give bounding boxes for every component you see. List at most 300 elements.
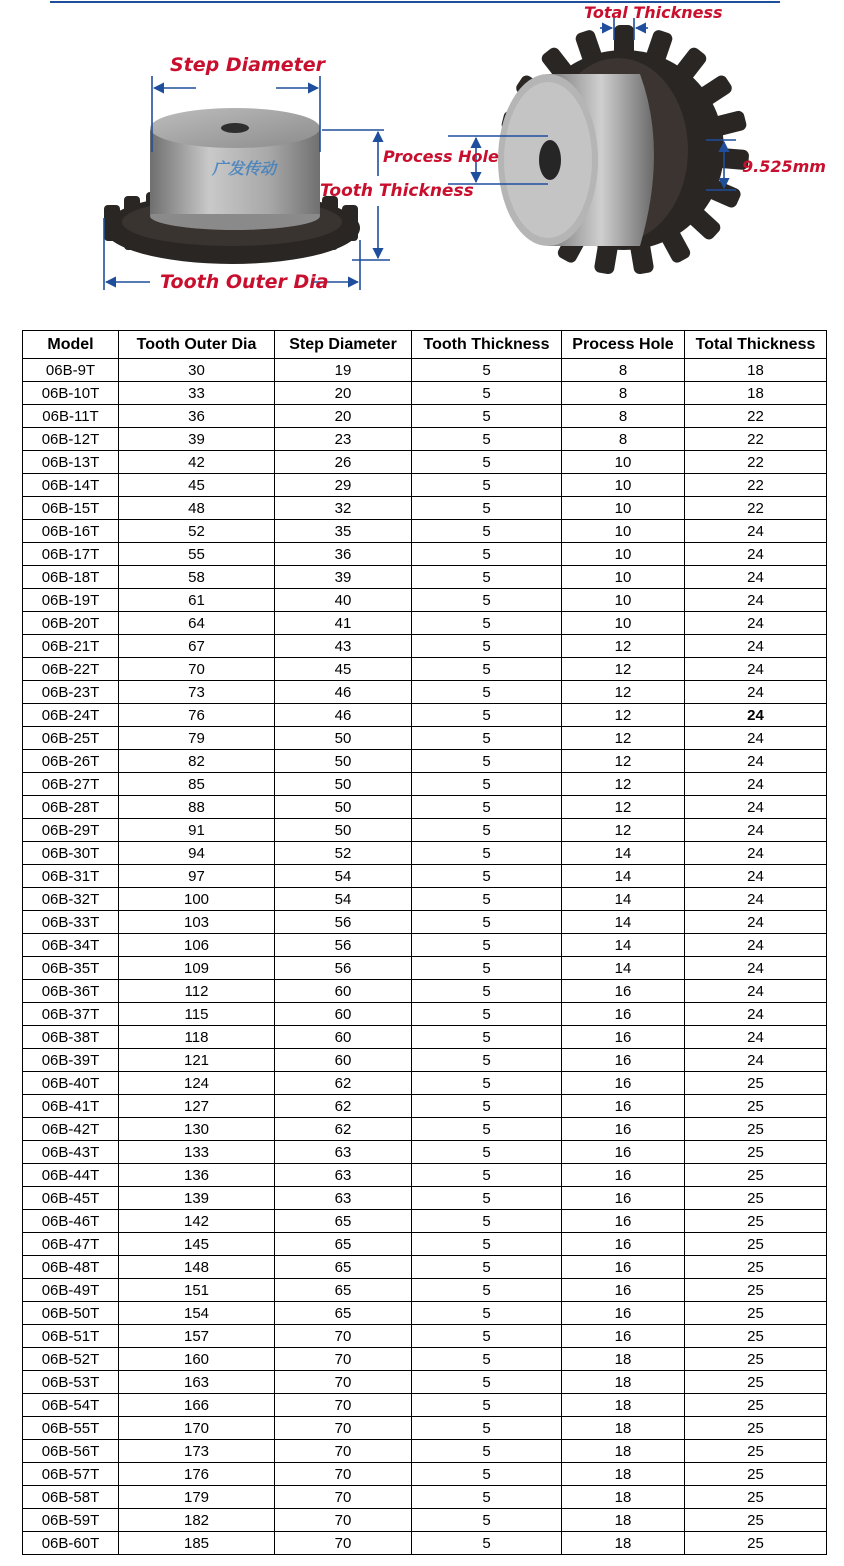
cell-tooth-outer-dia: 91 (119, 819, 275, 842)
table-row (23, 566, 827, 589)
cell-tooth-outer-dia: 124 (119, 1072, 275, 1095)
cell-step-diameter: 40 (275, 589, 412, 612)
cell-tooth-thickness: 5 (412, 451, 562, 474)
cell-tooth-outer-dia: 100 (119, 888, 275, 911)
cell-model: 06B-49T (23, 1279, 119, 1302)
cell-process-hole: 18 (562, 1509, 685, 1532)
cell-total-thickness: 25 (685, 1440, 827, 1463)
cell-tooth-outer-dia: 166 (119, 1394, 275, 1417)
cell-step-diameter: 70 (275, 1348, 412, 1371)
cell-total-thickness: 24 (685, 819, 827, 842)
table-row (23, 428, 827, 451)
cell-total-thickness: 24 (685, 911, 827, 934)
table-row (23, 911, 827, 934)
cell-model: 06B-17T (23, 543, 119, 566)
cell-process-hole: 18 (562, 1463, 685, 1486)
cell-tooth-outer-dia: 97 (119, 865, 275, 888)
cell-tooth-outer-dia: 85 (119, 773, 275, 796)
label-pitch: 9.525mm (742, 157, 826, 176)
brand-watermark: 广发传动 (212, 159, 277, 178)
cell-process-hole: 12 (562, 658, 685, 681)
table-row (23, 773, 827, 796)
table-row (23, 1049, 827, 1072)
cell-model: 06B-30T (23, 842, 119, 865)
cell-tooth-outer-dia: 76 (119, 704, 275, 727)
table-row (23, 405, 827, 428)
cell-tooth-outer-dia: 154 (119, 1302, 275, 1325)
cell-step-diameter: 70 (275, 1463, 412, 1486)
cell-tooth-thickness: 5 (412, 1532, 562, 1555)
cell-tooth-thickness: 5 (412, 520, 562, 543)
cell-tooth-thickness: 5 (412, 1256, 562, 1279)
cell-step-diameter: 70 (275, 1394, 412, 1417)
cell-process-hole: 16 (562, 1256, 685, 1279)
cell-step-diameter: 70 (275, 1371, 412, 1394)
cell-tooth-thickness: 5 (412, 1302, 562, 1325)
cell-process-hole: 8 (562, 359, 685, 382)
cell-process-hole: 12 (562, 681, 685, 704)
cell-tooth-outer-dia: 127 (119, 1095, 275, 1118)
cell-process-hole: 16 (562, 1141, 685, 1164)
table-row (23, 1279, 827, 1302)
cell-total-thickness: 24 (685, 543, 827, 566)
cell-total-thickness: 24 (685, 1026, 827, 1049)
cell-model: 06B-28T (23, 796, 119, 819)
cell-tooth-thickness: 5 (412, 1049, 562, 1072)
cell-step-diameter: 65 (275, 1302, 412, 1325)
cell-tooth-outer-dia: 61 (119, 589, 275, 612)
cell-tooth-thickness: 5 (412, 842, 562, 865)
cell-step-diameter: 29 (275, 474, 412, 497)
cell-total-thickness: 24 (685, 727, 827, 750)
cell-process-hole: 12 (562, 796, 685, 819)
table-row (23, 1187, 827, 1210)
cell-tooth-outer-dia: 160 (119, 1348, 275, 1371)
cell-process-hole: 8 (562, 428, 685, 451)
cell-tooth-outer-dia: 145 (119, 1233, 275, 1256)
cell-process-hole: 12 (562, 727, 685, 750)
cell-model: 06B-55T (23, 1417, 119, 1440)
table-row (23, 980, 827, 1003)
cell-total-thickness: 25 (685, 1187, 827, 1210)
table-row (23, 658, 827, 681)
cell-tooth-thickness: 5 (412, 1325, 562, 1348)
cell-step-diameter: 36 (275, 543, 412, 566)
cell-process-hole: 18 (562, 1486, 685, 1509)
cell-tooth-outer-dia: 82 (119, 750, 275, 773)
cell-tooth-thickness: 5 (412, 865, 562, 888)
cell-total-thickness: 24 (685, 980, 827, 1003)
cell-model: 06B-36T (23, 980, 119, 1003)
cell-tooth-outer-dia: 142 (119, 1210, 275, 1233)
cell-tooth-outer-dia: 130 (119, 1118, 275, 1141)
cell-process-hole: 10 (562, 520, 685, 543)
cell-step-diameter: 23 (275, 428, 412, 451)
cell-process-hole: 16 (562, 1118, 685, 1141)
table-row (23, 1417, 827, 1440)
label-tooth-outer-dia: Tooth Outer Dia (160, 271, 329, 293)
cell-step-diameter: 46 (275, 681, 412, 704)
cell-tooth-thickness: 5 (412, 1279, 562, 1302)
cell-tooth-thickness: 5 (412, 1463, 562, 1486)
table-row (23, 1026, 827, 1049)
cell-tooth-outer-dia: 118 (119, 1026, 275, 1049)
cell-model: 06B-47T (23, 1233, 119, 1256)
table-row (23, 842, 827, 865)
cell-tooth-thickness: 5 (412, 1417, 562, 1440)
cell-process-hole: 10 (562, 451, 685, 474)
cell-model: 06B-42T (23, 1118, 119, 1141)
cell-tooth-outer-dia: 64 (119, 612, 275, 635)
cell-tooth-thickness: 5 (412, 589, 562, 612)
cell-model: 06B-34T (23, 934, 119, 957)
cell-tooth-outer-dia: 67 (119, 635, 275, 658)
cell-process-hole: 18 (562, 1371, 685, 1394)
cell-tooth-thickness: 5 (412, 1187, 562, 1210)
cell-model: 06B-43T (23, 1141, 119, 1164)
label-process-hole: Process Hole (383, 147, 499, 166)
cell-tooth-outer-dia: 121 (119, 1049, 275, 1072)
cell-tooth-thickness: 5 (412, 1371, 562, 1394)
cell-tooth-outer-dia: 173 (119, 1440, 275, 1463)
table-row (23, 1210, 827, 1233)
cell-process-hole: 12 (562, 704, 685, 727)
table-row (23, 543, 827, 566)
cell-tooth-outer-dia: 52 (119, 520, 275, 543)
table-header-row (23, 331, 827, 359)
cell-step-diameter: 65 (275, 1233, 412, 1256)
cell-total-thickness: 24 (685, 750, 827, 773)
cell-tooth-outer-dia: 103 (119, 911, 275, 934)
header-process-hole: Process Hole (562, 331, 685, 359)
cell-step-diameter: 70 (275, 1509, 412, 1532)
cell-tooth-outer-dia: 45 (119, 474, 275, 497)
table-row (23, 1233, 827, 1256)
cell-model: 06B-27T (23, 773, 119, 796)
table-row (23, 957, 827, 980)
cell-total-thickness: 25 (685, 1118, 827, 1141)
cell-process-hole: 8 (562, 382, 685, 405)
cell-process-hole: 16 (562, 1302, 685, 1325)
cell-model: 06B-39T (23, 1049, 119, 1072)
table-row (23, 1463, 827, 1486)
table-row (23, 681, 827, 704)
cell-tooth-outer-dia: 88 (119, 796, 275, 819)
cell-total-thickness: 25 (685, 1509, 827, 1532)
cell-process-hole: 14 (562, 911, 685, 934)
cell-total-thickness: 25 (685, 1072, 827, 1095)
cell-tooth-thickness: 5 (412, 1095, 562, 1118)
table-row (23, 1141, 827, 1164)
cell-process-hole: 16 (562, 1164, 685, 1187)
cell-tooth-outer-dia: 39 (119, 428, 275, 451)
cell-step-diameter: 50 (275, 819, 412, 842)
cell-total-thickness: 25 (685, 1141, 827, 1164)
cell-total-thickness: 25 (685, 1095, 827, 1118)
cell-model: 06B-14T (23, 474, 119, 497)
cell-process-hole: 14 (562, 957, 685, 980)
cell-model: 06B-37T (23, 1003, 119, 1026)
cell-tooth-outer-dia: 30 (119, 359, 275, 382)
cell-step-diameter: 62 (275, 1095, 412, 1118)
cell-model: 06B-19T (23, 589, 119, 612)
cell-tooth-thickness: 5 (412, 750, 562, 773)
label-total-thickness: Total Thickness (584, 3, 723, 22)
cell-step-diameter: 70 (275, 1486, 412, 1509)
table-row (23, 635, 827, 658)
cell-total-thickness: 24 (685, 589, 827, 612)
cell-process-hole: 16 (562, 1026, 685, 1049)
cell-model: 06B-57T (23, 1463, 119, 1486)
cell-tooth-thickness: 5 (412, 566, 562, 589)
cell-tooth-outer-dia: 106 (119, 934, 275, 957)
cell-tooth-thickness: 5 (412, 1509, 562, 1532)
table-row (23, 1532, 827, 1555)
sprocket-diagram (0, 0, 844, 320)
cell-step-diameter: 70 (275, 1440, 412, 1463)
cell-tooth-thickness: 5 (412, 382, 562, 405)
cell-model: 06B-31T (23, 865, 119, 888)
cell-total-thickness: 24 (685, 1003, 827, 1026)
cell-model: 06B-35T (23, 957, 119, 980)
cell-total-thickness: 25 (685, 1164, 827, 1187)
cell-process-hole: 18 (562, 1417, 685, 1440)
cell-tooth-thickness: 5 (412, 612, 562, 635)
cell-tooth-thickness: 5 (412, 428, 562, 451)
cell-tooth-outer-dia: 157 (119, 1325, 275, 1348)
header-step-diameter: Step Diameter (275, 331, 412, 359)
cell-tooth-outer-dia: 170 (119, 1417, 275, 1440)
cell-tooth-thickness: 5 (412, 543, 562, 566)
table-row (23, 359, 827, 382)
cell-tooth-outer-dia: 115 (119, 1003, 275, 1026)
label-tooth-thickness: Tooth Thickness (320, 181, 474, 201)
cell-tooth-outer-dia: 148 (119, 1256, 275, 1279)
cell-step-diameter: 63 (275, 1141, 412, 1164)
cell-total-thickness: 25 (685, 1348, 827, 1371)
cell-process-hole: 10 (562, 474, 685, 497)
table-row (23, 1003, 827, 1026)
cell-total-thickness: 22 (685, 451, 827, 474)
cell-total-thickness: 25 (685, 1325, 827, 1348)
right-hub (498, 74, 654, 246)
cell-tooth-thickness: 5 (412, 497, 562, 520)
table-row (23, 819, 827, 842)
cell-model: 06B-45T (23, 1187, 119, 1210)
table-row (23, 1118, 827, 1141)
cell-tooth-outer-dia: 182 (119, 1509, 275, 1532)
table-row (23, 1348, 827, 1371)
label-step-diameter: Step Diameter (170, 54, 325, 76)
cell-process-hole: 18 (562, 1440, 685, 1463)
table-row (23, 727, 827, 750)
table-row (23, 520, 827, 543)
cell-process-hole: 16 (562, 1003, 685, 1026)
cell-step-diameter: 46 (275, 704, 412, 727)
cell-total-thickness: 24 (685, 1049, 827, 1072)
cell-process-hole: 16 (562, 980, 685, 1003)
cell-tooth-thickness: 5 (412, 1164, 562, 1187)
cell-step-diameter: 63 (275, 1164, 412, 1187)
cell-model: 06B-21T (23, 635, 119, 658)
cell-step-diameter: 26 (275, 451, 412, 474)
cell-process-hole: 16 (562, 1279, 685, 1302)
cell-tooth-thickness: 5 (412, 681, 562, 704)
table-row (23, 612, 827, 635)
cell-step-diameter: 35 (275, 520, 412, 543)
cell-tooth-outer-dia: 185 (119, 1532, 275, 1555)
cell-tooth-thickness: 5 (412, 727, 562, 750)
table-row (23, 1486, 827, 1509)
cell-model: 06B-20T (23, 612, 119, 635)
cell-step-diameter: 41 (275, 612, 412, 635)
cell-model: 06B-26T (23, 750, 119, 773)
cell-tooth-outer-dia: 179 (119, 1486, 275, 1509)
spec-table (22, 330, 827, 1555)
cell-process-hole: 16 (562, 1049, 685, 1072)
cell-process-hole: 16 (562, 1210, 685, 1233)
cell-model: 06B-12T (23, 428, 119, 451)
cell-tooth-thickness: 5 (412, 1141, 562, 1164)
cell-total-thickness: 24 (685, 773, 827, 796)
cell-model: 06B-52T (23, 1348, 119, 1371)
cell-total-thickness: 24 (685, 934, 827, 957)
table-row (23, 382, 827, 405)
cell-model: 06B-46T (23, 1210, 119, 1233)
cell-tooth-thickness: 5 (412, 1348, 562, 1371)
header-tooth-outer-dia: Tooth Outer Dia (119, 331, 275, 359)
cell-model: 06B-54T (23, 1394, 119, 1417)
cell-tooth-thickness: 5 (412, 888, 562, 911)
cell-total-thickness: 25 (685, 1302, 827, 1325)
table-row (23, 888, 827, 911)
table-row (23, 497, 827, 520)
cell-step-diameter: 65 (275, 1210, 412, 1233)
table-row (23, 1095, 827, 1118)
cell-process-hole: 10 (562, 589, 685, 612)
cell-step-diameter: 50 (275, 796, 412, 819)
cell-tooth-thickness: 5 (412, 934, 562, 957)
cell-model: 06B-9T (23, 359, 119, 382)
cell-tooth-thickness: 5 (412, 1394, 562, 1417)
cell-total-thickness: 25 (685, 1417, 827, 1440)
cell-tooth-outer-dia: 163 (119, 1371, 275, 1394)
table-row (23, 474, 827, 497)
cell-total-thickness: 24 (685, 520, 827, 543)
cell-model: 06B-50T (23, 1302, 119, 1325)
cell-tooth-outer-dia: 33 (119, 382, 275, 405)
cell-tooth-outer-dia: 151 (119, 1279, 275, 1302)
cell-tooth-thickness: 5 (412, 1003, 562, 1026)
cell-step-diameter: 20 (275, 405, 412, 428)
cell-step-diameter: 39 (275, 566, 412, 589)
cell-tooth-thickness: 5 (412, 1118, 562, 1141)
cell-tooth-thickness: 5 (412, 1026, 562, 1049)
cell-tooth-thickness: 5 (412, 911, 562, 934)
cell-step-diameter: 60 (275, 1049, 412, 1072)
cell-process-hole: 16 (562, 1233, 685, 1256)
cell-model: 06B-24T (23, 704, 119, 727)
cell-process-hole: 18 (562, 1532, 685, 1555)
cell-step-diameter: 56 (275, 934, 412, 957)
cell-step-diameter: 63 (275, 1187, 412, 1210)
cell-model: 06B-10T (23, 382, 119, 405)
cell-model: 06B-11T (23, 405, 119, 428)
cell-tooth-thickness: 5 (412, 1440, 562, 1463)
cell-model: 06B-40T (23, 1072, 119, 1095)
cell-process-hole: 8 (562, 405, 685, 428)
table-row (23, 704, 827, 727)
cell-tooth-outer-dia: 42 (119, 451, 275, 474)
cell-step-diameter: 65 (275, 1279, 412, 1302)
cell-tooth-thickness: 5 (412, 1210, 562, 1233)
cell-process-hole: 16 (562, 1187, 685, 1210)
cell-tooth-thickness: 5 (412, 635, 562, 658)
cell-total-thickness: 25 (685, 1463, 827, 1486)
table-row (23, 451, 827, 474)
cell-total-thickness: 25 (685, 1371, 827, 1394)
cell-model: 06B-32T (23, 888, 119, 911)
cell-step-diameter: 56 (275, 957, 412, 980)
table-row (23, 1394, 827, 1417)
cell-step-diameter: 52 (275, 842, 412, 865)
cell-process-hole: 16 (562, 1072, 685, 1095)
cell-tooth-outer-dia: 136 (119, 1164, 275, 1187)
cell-total-thickness: 18 (685, 359, 827, 382)
cell-process-hole: 12 (562, 750, 685, 773)
cell-step-diameter: 70 (275, 1325, 412, 1348)
cell-total-thickness: 25 (685, 1532, 827, 1555)
cell-tooth-thickness: 5 (412, 658, 562, 681)
header-tooth-thickness: Tooth Thickness (412, 331, 562, 359)
cell-process-hole: 16 (562, 1095, 685, 1118)
cell-total-thickness: 24 (685, 704, 827, 727)
cell-step-diameter: 45 (275, 658, 412, 681)
table-row (23, 1509, 827, 1532)
cell-total-thickness: 25 (685, 1233, 827, 1256)
table-row (23, 1164, 827, 1187)
cell-step-diameter: 50 (275, 773, 412, 796)
cell-model: 06B-38T (23, 1026, 119, 1049)
table-row (23, 865, 827, 888)
cell-process-hole: 10 (562, 543, 685, 566)
cell-process-hole: 10 (562, 612, 685, 635)
cell-tooth-thickness: 5 (412, 1072, 562, 1095)
cell-tooth-thickness: 5 (412, 980, 562, 1003)
cell-tooth-outer-dia: 109 (119, 957, 275, 980)
cell-process-hole: 12 (562, 635, 685, 658)
cell-process-hole: 14 (562, 934, 685, 957)
cell-tooth-outer-dia: 112 (119, 980, 275, 1003)
cell-total-thickness: 22 (685, 405, 827, 428)
cell-process-hole: 14 (562, 888, 685, 911)
cell-tooth-thickness: 5 (412, 405, 562, 428)
cell-total-thickness: 24 (685, 865, 827, 888)
cell-total-thickness: 22 (685, 428, 827, 451)
cell-process-hole: 18 (562, 1394, 685, 1417)
cell-total-thickness: 24 (685, 842, 827, 865)
cell-tooth-thickness: 5 (412, 957, 562, 980)
cell-model: 06B-18T (23, 566, 119, 589)
cell-tooth-outer-dia: 48 (119, 497, 275, 520)
table-row (23, 1325, 827, 1348)
table-row (23, 1371, 827, 1394)
header-model: Model (23, 331, 119, 359)
cell-tooth-outer-dia: 36 (119, 405, 275, 428)
cell-total-thickness: 25 (685, 1256, 827, 1279)
cell-total-thickness: 24 (685, 681, 827, 704)
cell-step-diameter: 54 (275, 865, 412, 888)
